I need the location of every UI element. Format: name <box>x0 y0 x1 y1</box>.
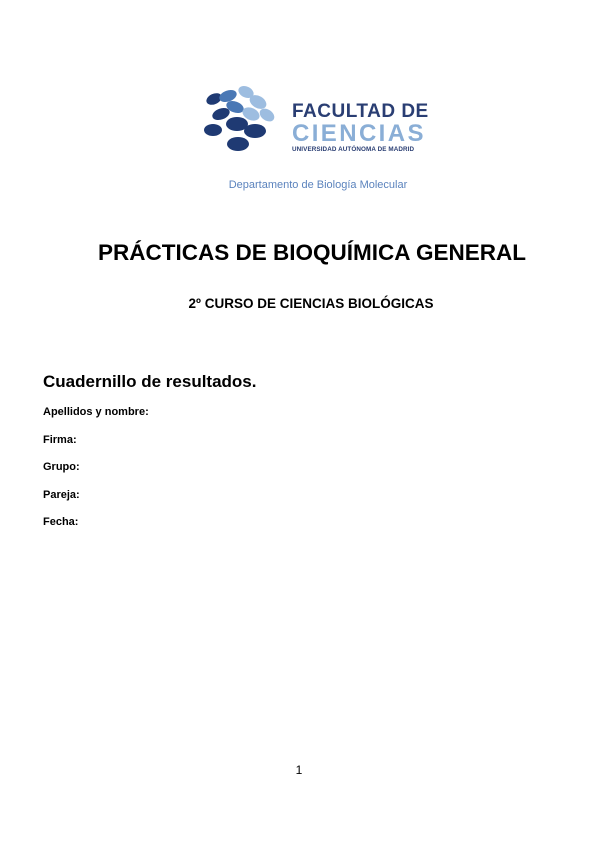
logo-text-university: UNIVERSIDAD AUTÓNOMA DE MADRID <box>292 146 415 153</box>
field-date-label: Fecha: <box>43 516 79 528</box>
department-name: Departamento de Biología Molecular <box>228 179 408 191</box>
faculty-emblem-icon <box>200 82 290 156</box>
logo-text-sciences: CIENCIAS <box>292 120 426 147</box>
field-pair-label: Pareja: <box>43 489 80 501</box>
field-name-label: Apellidos y nombre: <box>43 406 149 418</box>
field-signature-label: Firma: <box>43 434 77 446</box>
section-title: Cuadernillo de resultados. <box>43 372 257 391</box>
page-subtitle: 2º CURSO DE CIENCIAS BIOLÓGICAS <box>188 296 434 311</box>
faculty-logo <box>200 82 440 156</box>
field-group-label: Grupo: <box>43 461 80 473</box>
page-title: PRÁCTICAS DE BIOQUÍMICA GENERAL <box>98 240 526 265</box>
page-number: 1 <box>295 763 303 777</box>
logo-text-faculty: FACULTAD DE <box>292 101 429 122</box>
